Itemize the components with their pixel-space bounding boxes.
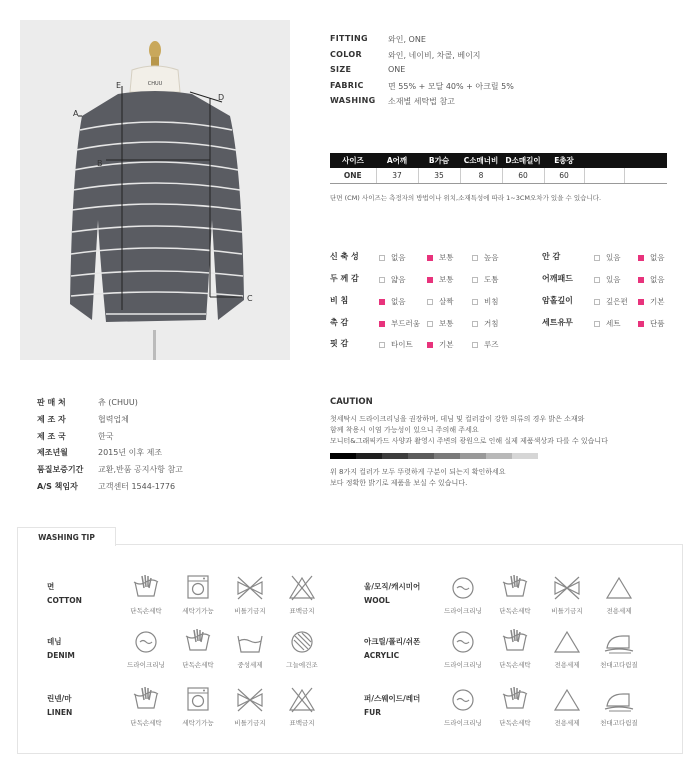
only-detergent-icon [541,628,593,669]
cloth-iron-icon-graphic [603,686,635,714]
size-col-header: E총장 [544,153,584,168]
hand-wash-icon-graphic [499,574,531,602]
spec-value: 소재별 세탁법 참고 [388,97,455,106]
label-b: B [97,159,103,168]
washing-icon-label: 비틀기금지 [234,607,266,615]
label-c: C [247,294,253,303]
cloth-iron-icon [593,686,645,727]
washing-machine-icon-graphic [182,686,214,714]
washing-icon-label: 비틀기금지 [234,719,266,727]
spec-value: 와인, ONE [388,35,426,44]
washing-tip-tab: WASHING TIP [17,527,116,546]
washing-icon-label: 전용세제 [606,607,632,615]
spec-value: ONE [388,65,406,74]
fabric-label: 면 COTTON [47,582,82,605]
info-value: 교환,반품 공지사항 참고 [98,465,183,474]
washing-icon-label: 전용세제 [554,661,580,669]
property-option: 세트 [594,318,621,329]
washing-machine-icon [172,686,224,727]
dry-clean-icon [120,628,172,669]
info-label: 제조년월 [37,448,68,457]
hand-wash-icon [489,628,541,669]
property-option: 깊은편 [594,296,628,307]
hand-wash-icon-graphic [499,686,531,714]
no-bleach-icon-graphic [286,686,318,714]
shade-dry-icon [276,628,328,669]
washing-icon-label: 드라이크리닝 [444,719,482,727]
hand-wash-icon-graphic [499,628,531,656]
property-label: 어깨패드 [542,274,573,283]
washing-icon-label: 표백금지 [289,607,315,615]
hand-wash-icon-graphic [182,628,214,656]
dry-clean-icon [437,628,489,669]
dry-clean-icon-graphic [447,628,479,656]
property-option: 없음 [379,296,406,307]
no-bleach-icon [276,686,328,727]
checkbox-checked-icon [638,255,644,261]
fabric-label: 린넨/마 LINEN [47,694,73,717]
property-option: 기본 [638,296,665,307]
property-option: 거침 [472,318,499,329]
checkbox-icon [472,299,478,305]
no-bleach-icon [276,574,328,615]
info-value: 츄 (CHUU) [98,398,138,407]
caution-line: 모니터&그래픽카드 사양과 촬영시 주변의 광원으로 인해 실제 제품색상과 다를 수 있습니다 [330,437,608,445]
washing-icon-label: 세탁기가능 [182,719,214,727]
size-col-header: A어깨 [376,153,418,168]
washing-machine-icon [172,574,224,615]
size-col-header [624,153,667,168]
property-option: 있음 [594,274,621,285]
no-bleach-icon-graphic [286,574,318,602]
checkbox-checked-icon [638,321,644,327]
washing-icon-label: 세탁기가능 [182,607,214,615]
property-option: 높음 [472,252,499,263]
property-label: 신 축 성 [330,252,359,261]
info-label: 제 조 국 [37,432,66,441]
size-cell: 60 [544,168,584,184]
checkbox-checked-icon [638,277,644,283]
spec-value: 와인, 네이비, 차콜, 베이지 [388,51,481,60]
washing-icon-label: 단독손세탁 [182,661,214,669]
dry-clean-icon-graphic [447,574,479,602]
property-label: 안 감 [542,252,561,261]
property-option: 살짝 [427,296,454,307]
property-option: 기본 [427,339,454,350]
info-value: 협력업체 [98,415,129,424]
spec-label: COLOR [330,50,362,59]
checkbox-icon [594,277,600,283]
checkbox-checked-icon [427,342,433,348]
property-option: 루즈 [472,339,499,350]
no-wring-icon [224,574,276,615]
size-note: 단면 (CM) 사이즈는 측정자의 방법이나 위치,소재특성에 따라 1~3CM오차가 있을 수 있습니다. [330,194,602,202]
spec-label: SIZE [330,65,352,74]
washing-icon-label: 천대고다림질 [600,719,638,727]
no-wring-icon-graphic [234,686,266,714]
caution-title: CAUTION [330,397,373,407]
label-a: A [73,109,79,118]
property-label: 세트유무 [542,318,573,327]
cloth-iron-icon [593,628,645,669]
size-col-header: D소매길이 [502,153,544,168]
checkbox-checked-icon [638,299,644,305]
gray-scale-bar [330,453,538,459]
property-option: 보통 [427,274,454,285]
property-option: 없음 [379,252,406,263]
info-label: 품질보증기간 [37,465,84,474]
caution-line: 함께 착용시 이염 가능성이 있으니 주의해 주세요 [330,426,479,434]
checkbox-checked-icon [379,321,385,327]
checkbox-icon [472,321,478,327]
hand-wash-icon-graphic [130,686,162,714]
property-option: 단품 [638,318,665,329]
spec-label: FABRIC [330,81,364,90]
washing-icon-label: 천대고다림질 [600,661,638,669]
checkbox-icon [594,321,600,327]
property-option: 얇음 [379,274,406,285]
caution-line: 첫세탁시 드라이크리닝을 권장하며, 데님 및 컬러감이 강한 의류의 경우 밝은 소재와 [330,415,585,423]
hand-wash-icon [120,686,172,727]
fabric-label: 아크릴/폴리/쉬폰 ACRYLIC [364,637,421,660]
dry-clean-icon [437,574,489,615]
property-option: 있음 [594,252,621,263]
checkbox-icon [379,277,385,283]
checkbox-icon [472,277,478,283]
washing-icon-label: 드라이크리닝 [127,661,165,669]
size-cell: 35 [418,168,460,184]
property-option: 타이트 [379,339,413,350]
only-detergent-icon-graphic [603,574,635,602]
size-col-header [584,153,624,168]
info-value: 2015년 이후 제조 [98,448,163,457]
checkbox-icon [427,299,433,305]
only-detergent-icon-graphic [551,686,583,714]
fabric-label: 데님 DENIM [47,637,75,660]
washing-icon-label: 그늘에건조 [286,661,318,669]
washing-icon-label: 표백금지 [289,719,315,727]
fabric-label: 퍼/스웨이드/레더 FUR [364,694,421,717]
washing-machine-icon-graphic [182,574,214,602]
size-cell: 37 [376,168,418,184]
size-col-header: 사이즈 [330,153,376,168]
label-e: E [116,81,122,90]
property-label: 비 침 [330,296,349,305]
checkbox-icon [472,255,478,261]
size-cell [584,168,624,184]
washing-icon-label: 드라이크리닝 [444,607,482,615]
cloth-iron-icon-graphic [603,628,635,656]
info-value: 고객센터 1544-1776 [98,482,176,491]
spec-label: FITTING [330,34,368,43]
info-label: A/S 책임자 [37,482,78,491]
no-wring-icon [541,574,593,615]
shade-dry-icon-graphic [286,628,318,656]
washing-icon-label: 단독손세탁 [130,719,162,727]
checkbox-checked-icon [427,255,433,261]
size-col-header: C소매너비 [460,153,502,168]
property-option: 없음 [638,252,665,263]
neutral-detergent-icon-graphic [234,628,266,656]
checkbox-icon [379,342,385,348]
info-label: 제 조 자 [37,415,66,424]
info-value: 한국 [98,432,114,441]
checkbox-icon [594,299,600,305]
property-label: 촉 감 [330,318,349,327]
size-cell: ONE [330,168,376,184]
size-table-row [330,168,667,184]
checkbox-icon [594,255,600,261]
hand-wash-icon [489,686,541,727]
washing-icon-label: 단독손세탁 [499,607,531,615]
no-wring-icon-graphic [234,574,266,602]
size-table-header [330,153,667,168]
checkbox-icon [427,321,433,327]
spec-value: 면 55% + 모달 40% + 아크릴 5% [388,82,514,91]
property-option: 부드러움 [379,318,420,329]
no-wring-icon-graphic [551,574,583,602]
size-cell [624,168,667,184]
property-option: 없음 [638,274,665,285]
info-label: 판 매 처 [37,398,66,407]
checkbox-checked-icon [379,299,385,305]
hand-wash-icon [489,574,541,615]
hand-wash-icon-graphic [130,574,162,602]
washing-icon-label: 전용세제 [554,719,580,727]
property-option: 도톰 [472,274,499,285]
mannequin-tag: CHUU [147,81,163,87]
washing-icon-label: 비틀기금지 [551,607,583,615]
checkbox-checked-icon [427,277,433,283]
hand-wash-icon [120,574,172,615]
property-option: 보통 [427,318,454,329]
hand-wash-icon [172,628,224,669]
dry-clean-icon [437,686,489,727]
checkbox-icon [379,255,385,261]
washing-icon-label: 단독손세탁 [499,661,531,669]
label-d: D [218,93,225,102]
only-detergent-icon [541,686,593,727]
washing-icon-label: 중성세제 [237,661,263,669]
caution-check-line: 위 8가지 컬러가 모두 뚜렷하게 구분이 되는지 확인하세요 [330,468,506,476]
washing-icon-label: 단독손세탁 [130,607,162,615]
product-photo [20,20,290,360]
only-detergent-icon-graphic [551,628,583,656]
property-option: 비침 [472,296,499,307]
dry-clean-icon-graphic [130,628,162,656]
only-detergent-icon [593,574,645,615]
property-label: 암홀깊이 [542,296,573,305]
no-wring-icon [224,686,276,727]
dry-clean-icon-graphic [447,686,479,714]
property-label: 핏 감 [330,339,349,348]
neutral-detergent-icon [224,628,276,669]
size-cell: 8 [460,168,502,184]
size-table [330,153,667,184]
fabric-label: 울/모직/캐시미어 WOOL [364,582,421,605]
size-cell: 60 [502,168,544,184]
checkbox-icon [472,342,478,348]
size-col-header: B가슴 [418,153,460,168]
property-option: 보통 [427,252,454,263]
caution-check-line: 보다 정확한 밝기로 제품을 보실 수 있습니다. [330,479,468,487]
spec-label: WASHING [330,96,376,105]
washing-icon-label: 드라이크리닝 [444,661,482,669]
property-label: 두 께 감 [330,274,359,283]
washing-icon-label: 단독손세탁 [499,719,531,727]
